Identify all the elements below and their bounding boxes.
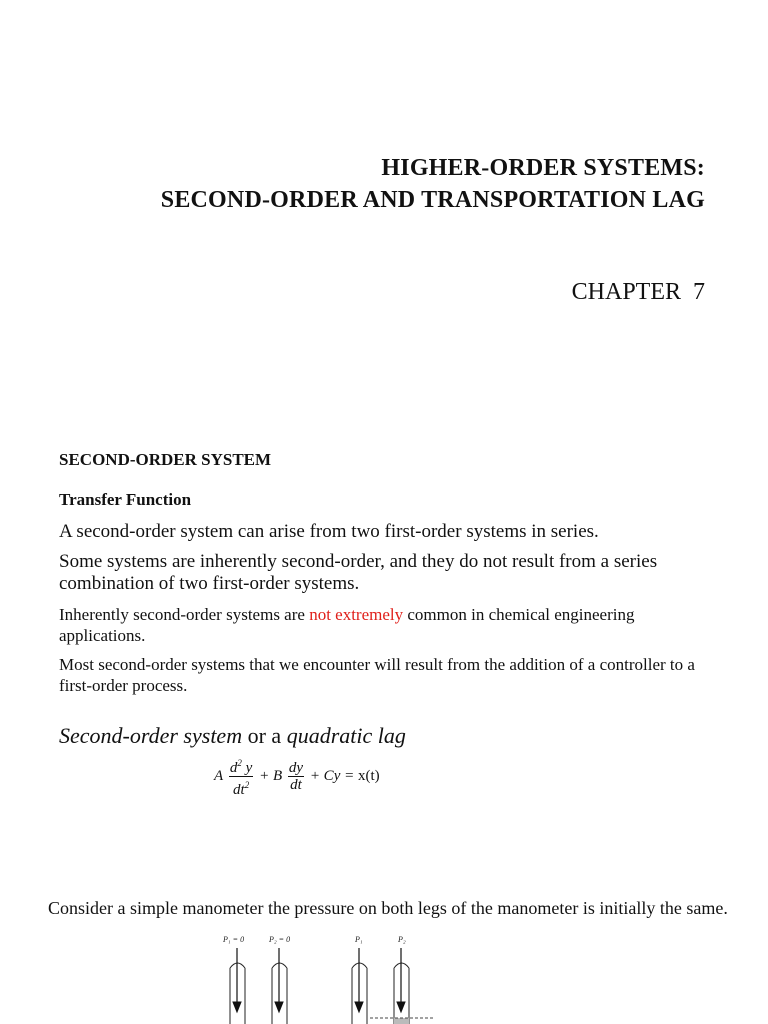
term-quadratic-lag: quadratic lag [286, 723, 406, 748]
paragraph-not-common [59, 604, 719, 646]
subsection-heading: Transfer Function [59, 490, 192, 509]
eq-first-derivative [288, 760, 304, 793]
eq-coef-a: A [214, 768, 224, 784]
label-p2-zero: P₂ = 0 [269, 935, 291, 944]
eq-dt-denom: dt [290, 777, 302, 793]
paragraph-not-common-end: common in chemical engineering applications. [59, 605, 635, 645]
term-connector: or a [242, 723, 287, 748]
eq-plus-cy: + Cy = [309, 768, 355, 784]
eq-d: d [229, 760, 238, 776]
right-arrows [355, 948, 405, 1012]
label-p1-zero: P₁ = 0 [223, 935, 245, 944]
chapter-number: CHAPTER 7 [571, 279, 705, 305]
eq-dt: dt [233, 782, 245, 798]
eq-dy: dy [288, 760, 304, 776]
fluid-level [394, 1018, 409, 1024]
highlight-not-extremely: not extremely [309, 605, 404, 624]
paragraph-not-common-start: Inherently second-order systems are [59, 605, 310, 624]
eq-xt: x(t) [357, 768, 380, 784]
eq-d-sup: 2 [237, 758, 242, 768]
chapter-title-line2: SECOND-ORDER AND TRANSPORTATION LAG [160, 187, 705, 213]
paragraph-series: A second-order system can arise from two first-order systems in series. [59, 521, 599, 542]
paragraph-controller: Most second-order systems that we encounter will result from the addition of a controller to a first-order process. [59, 655, 695, 695]
eq-dt-sup: 2 [244, 780, 250, 790]
eq-second-derivative [229, 755, 253, 798]
differential-equation [214, 755, 380, 798]
section-heading: SECOND-ORDER SYSTEM [59, 450, 272, 469]
quadratic-lag-heading [59, 723, 406, 749]
paragraph-inherent: Some systems are inherently second-order, and they do not result from a series combination of two first-order systems. [59, 551, 658, 594]
left-arrows [233, 948, 283, 1012]
label-p1: P₁ [355, 935, 363, 944]
term-second-order-system: Second-order system [59, 723, 243, 748]
manometer-diagram [200, 928, 450, 1024]
chapter-title-line1: HIGHER-ORDER SYSTEMS: [381, 155, 705, 181]
label-p2: P₂ [398, 935, 406, 944]
eq-y: y [241, 760, 253, 776]
eq-plus-b: + B [259, 768, 283, 784]
manometer-intro: Consider a simple manometer the pressure on both legs of the manometer is initially the same. [48, 898, 728, 918]
